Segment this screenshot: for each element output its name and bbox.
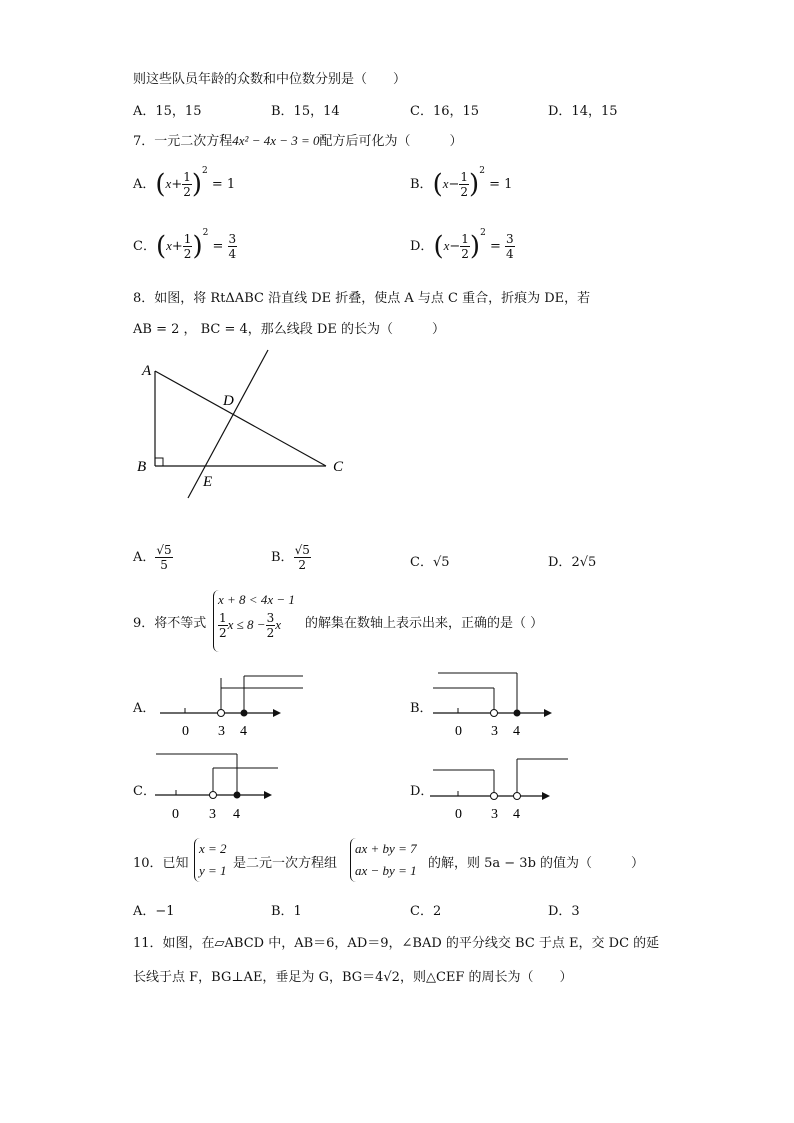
q8-option-c[interactable]: C．√5 bbox=[410, 555, 450, 570]
point-c-label: C bbox=[333, 459, 344, 475]
q8-triangle-figure bbox=[130, 345, 360, 505]
svg-text:0: 0 bbox=[182, 724, 189, 738]
svg-text:3: 3 bbox=[218, 724, 225, 738]
q6-option-d[interactable]: D．14，15 bbox=[548, 104, 618, 119]
q8-option-d[interactable]: D．2√5 bbox=[548, 555, 597, 570]
q9-option-d-numberline[interactable] bbox=[428, 750, 573, 822]
svg-text:4: 4 bbox=[513, 724, 520, 738]
q9-option-a-numberline[interactable] bbox=[155, 668, 315, 738]
point-d-label: D bbox=[223, 393, 234, 409]
q10-option-a[interactable]: A．−1 bbox=[133, 904, 175, 919]
q10-mid: 是二元一次方程组 bbox=[233, 856, 338, 871]
q6-stem: 则这些队员年龄的众数和中位数分别是（ ） bbox=[133, 72, 407, 87]
q9-system: x + 8 < 4x − 1 $\frac{1}{2}$ x ≤ 8 − $\frac{3}{2}$ x bbox=[213, 590, 295, 652]
q7-equation: 4x² − 4x − 3 = 0 bbox=[232, 133, 320, 148]
q11-stem-line2: 长线于点 F，BG⊥AE，垂足为 G，BG＝4√2，则△CEF 的周长为（ ） bbox=[133, 970, 573, 985]
q9-prefix: 9．将不等式 bbox=[133, 616, 207, 631]
q7-option-b[interactable]: B．(x− $\frac{1}{2}$ )$^2$ = 1 bbox=[410, 166, 513, 200]
q11-stem-line1: 11．如图，在▱ABCD 中，AB＝6，AD＝9，∠BAD 的平分线交 BC 于点 E，交 DC 的延 bbox=[133, 936, 660, 951]
q6-option-c[interactable]: C．16，15 bbox=[410, 104, 480, 119]
svg-text:4: 4 bbox=[233, 807, 240, 822]
q10-prefix: 10．已知 bbox=[133, 856, 189, 871]
q10-option-c[interactable]: C．2 bbox=[410, 904, 442, 919]
q9-option-a-label[interactable]: A． bbox=[133, 701, 156, 716]
q9-suffix: 的解集在数轴上表示出来，正确的是（ ） bbox=[305, 616, 544, 631]
q9-option-b-numberline[interactable] bbox=[428, 668, 558, 738]
q8-stem-line2: AB = 2 ， BC = 4，那么线段 DE 的长为（ ） bbox=[133, 322, 445, 337]
q7-option-c[interactable]: C．(x+ $\frac{1}{2}$ )$^2$ = $\frac{3}{4}$ bbox=[133, 228, 237, 262]
q10-suffix: 的解，则 5a − 3b 的值为（ ） bbox=[428, 856, 645, 871]
q7-option-a[interactable]: A．(x+ $\frac{1}{2}$ )$^2$ = 1 bbox=[133, 166, 236, 200]
q9-option-c-numberline[interactable] bbox=[150, 748, 285, 823]
q8-option-b[interactable]: B． $\frac{√5}{2}$ bbox=[271, 543, 310, 572]
q10-option-b[interactable]: B．1 bbox=[271, 904, 302, 919]
point-e-label: E bbox=[203, 474, 213, 490]
svg-text:0: 0 bbox=[172, 807, 179, 822]
svg-text:3: 3 bbox=[491, 807, 498, 822]
q6-option-b[interactable]: B．15，14 bbox=[271, 104, 340, 119]
svg-text:0: 0 bbox=[455, 807, 462, 822]
point-b-label: B bbox=[137, 459, 147, 475]
q8-option-a[interactable]: A． $\frac{√5}{5}$ bbox=[133, 543, 172, 572]
q8-stem-line1: 8．如图，将 RtΔABC 沿直线 DE 折叠，使点 A 与点 C 重合，折痕为 DE，若 bbox=[133, 291, 591, 306]
q9-option-d-label[interactable]: D． bbox=[410, 784, 434, 799]
svg-text:0: 0 bbox=[455, 724, 462, 738]
svg-text:4: 4 bbox=[240, 724, 247, 738]
q9-option-c-label[interactable]: C． bbox=[133, 784, 156, 799]
q9-option-b-label[interactable]: B． bbox=[410, 701, 433, 716]
svg-text:3: 3 bbox=[491, 724, 498, 738]
q7-option-d[interactable]: D．(x− $\frac{1}{2}$ )$^2$ = $\frac{3}{4}$ bbox=[410, 228, 514, 262]
q10-option-d[interactable]: D．3 bbox=[548, 904, 580, 919]
svg-text:4: 4 bbox=[513, 807, 520, 822]
svg-text:3: 3 bbox=[209, 807, 216, 822]
q10-system: ax + by = 7 ax − by = 1 bbox=[350, 838, 417, 882]
point-a-label: A bbox=[142, 363, 152, 379]
q7-stem: 7．一元二次方程4x² − 4x − 3 = 0配方后可化为（ ） bbox=[133, 133, 463, 149]
q6-option-a[interactable]: A．15，15 bbox=[133, 104, 202, 119]
q10-solution: x = 2 y = 1 bbox=[194, 838, 227, 882]
